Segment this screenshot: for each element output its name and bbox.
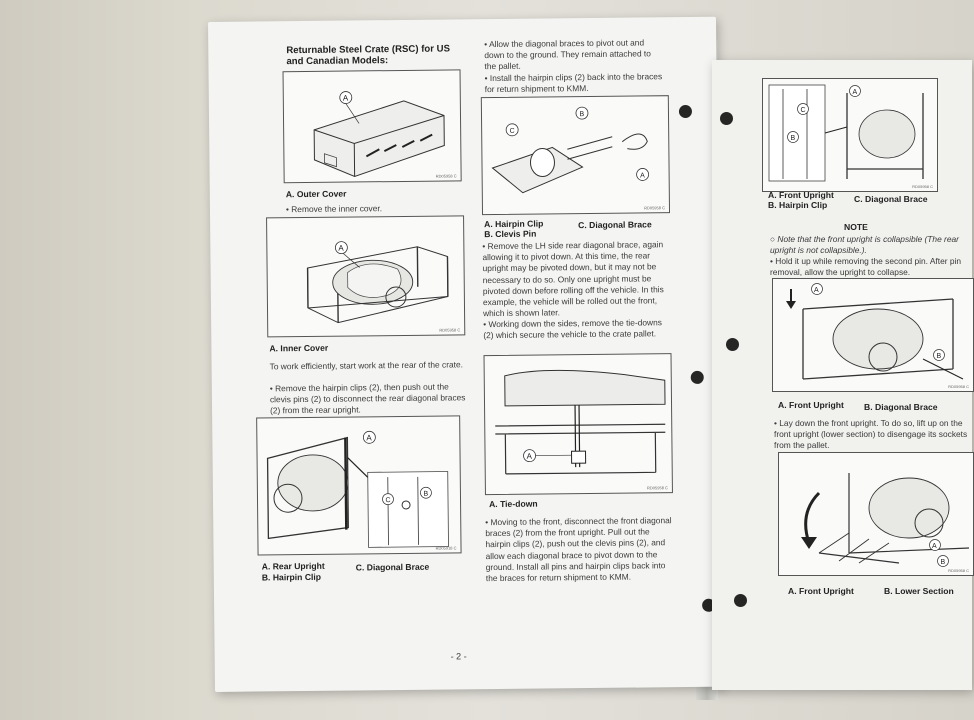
figure-outer-cover: A RD05958 C [283,69,462,183]
fig3-caption-c: C. Diagonal Brace [355,561,430,573]
label-a: A [366,433,372,443]
bullet-allow-braces: • Allow the diagonal braces to pivot out and down to the ground. They remain attached to the pallet. [484,37,651,72]
front-upright-illustration [763,79,937,191]
binder-hole-middle [691,371,704,384]
label-c: C [509,127,515,135]
figure-inner-cover: A RD05958 C [266,215,465,337]
label-c: C [385,497,391,505]
figure-lower-section: A B RD05958 C [778,452,974,576]
binder-hole-middle [726,338,739,351]
inner-cover-illustration [267,216,464,336]
binder-hole-top [679,105,692,118]
figure-rear-upright: A C B RD05918 C [256,415,461,555]
hairpin-clip-illustration [482,96,669,214]
fig6-caption-b: B. Hairpin Clip [768,200,828,210]
bullet-remove-hairpin-clips: • Remove the hairpin clips (2), then push out the clevis pins (2) to disconnect the rear diagonal braces (2) from the rear upright. [269,381,466,416]
label-c: C [800,107,806,114]
label-a: A [852,89,858,96]
lower-section-illustration [779,453,973,575]
outer-cover-illustration [284,70,461,182]
bullet-remove-lh-brace: • Remove the LH side rear diagonal brace, again allowing it to pivot down. At this time, the rear upright may be pivoted down, but it may not be necessary to do so. Only one upright must be pivoted down before rolling off the vehicle. In this example, the vehicle will be rolled out the front, which is shown later. [482,239,664,319]
bullet-remove-inner-cover: • Remove the inner cover. [285,203,383,215]
binder-hole-bottom [734,594,747,607]
label-a: A [640,172,645,180]
section-title: Returnable Steel Crate (RSC) for US and Canadian Models: [286,43,451,68]
right-page [712,60,972,690]
bullet-remove-tiedowns: • Working down the sides, remove the tie-downs (2) which secure the vehicle to the crate pallet. [483,317,662,341]
figure-hairpin-clip: C B A RD05958 C [481,95,670,215]
fig3-caption-b: B. Hairpin Clip [261,571,322,583]
fig6-caption-a: A. Front Upright [768,190,834,200]
label-a: A [932,543,937,550]
collapse-illustration [773,279,973,391]
label-b: B [579,111,585,119]
label-b: B [936,353,942,360]
fig2-caption: A. Inner Cover [269,342,329,354]
label-a: A [814,287,819,294]
fig6-caption-c: C. Diagonal Brace [854,194,928,204]
label-a: A [526,451,532,461]
left-page [208,17,723,692]
label-b: B [940,559,946,566]
note-heading: NOTE [844,222,868,232]
binder-hole-top [720,112,733,125]
para-start-rear: To work efficiently, start work at the rear of the crate. [269,359,463,372]
label-a: A [338,243,344,253]
bullet-lay-down: • Lay down the front upright. To do so, lift up on the front upright (lower section) to disengage its sockets from the pallet. [774,418,968,451]
figure-front-upright-collapse: A B RD05958 C [772,278,974,392]
tie-down-illustration [485,354,672,494]
fig7-caption-b: B. Diagonal Brace [864,402,938,412]
rear-upright-illustration [257,416,460,554]
label-a: A [342,93,349,103]
fig4-caption-c: C. Diagonal Brace [578,219,652,231]
fig3-caption-a: A. Rear Upright [261,560,325,572]
figure-tie-down: A RD05958 C [484,353,673,495]
bullet-install-hairpin: • Install the hairpin clips (2) back into the braces for return shipment to KMM. [484,71,663,95]
label-b: B [423,490,429,498]
fig8-caption-a: A. Front Upright [788,586,854,596]
fig4-caption-a: A. Hairpin Clip [484,218,544,230]
bullet-front-braces: • Moving to the front, disconnect the front diagonal braces (2) from the front upright. Pull out the hairpin clips (2), push out the clevis pins (2), and allow each diagonal brace to pivot down to the ground. Install all pins and hairpin clips back into the braces for return shipment to KMM. [485,515,672,584]
bullet-hold-up: • Hold it up while removing the second pin. After pin removal, allow the upright to collapse. [770,256,962,278]
fig4-caption-b: B. Clevis Pin [484,228,537,240]
page-number: - 2 - [450,651,467,662]
fig5-caption: A. Tie-down [489,498,538,510]
fig7-caption-a: A. Front Upright [778,400,844,410]
fig8-caption-b: B. Lower Section [884,586,954,596]
figure-front-upright: C B A RD05958 C [762,78,938,192]
label-b: B [790,135,796,142]
note-text: ○ Note that the front upright is collapsible (The rear upright is not collapsible.). [770,234,959,256]
fig1-caption: A. Outer Cover [285,188,347,200]
